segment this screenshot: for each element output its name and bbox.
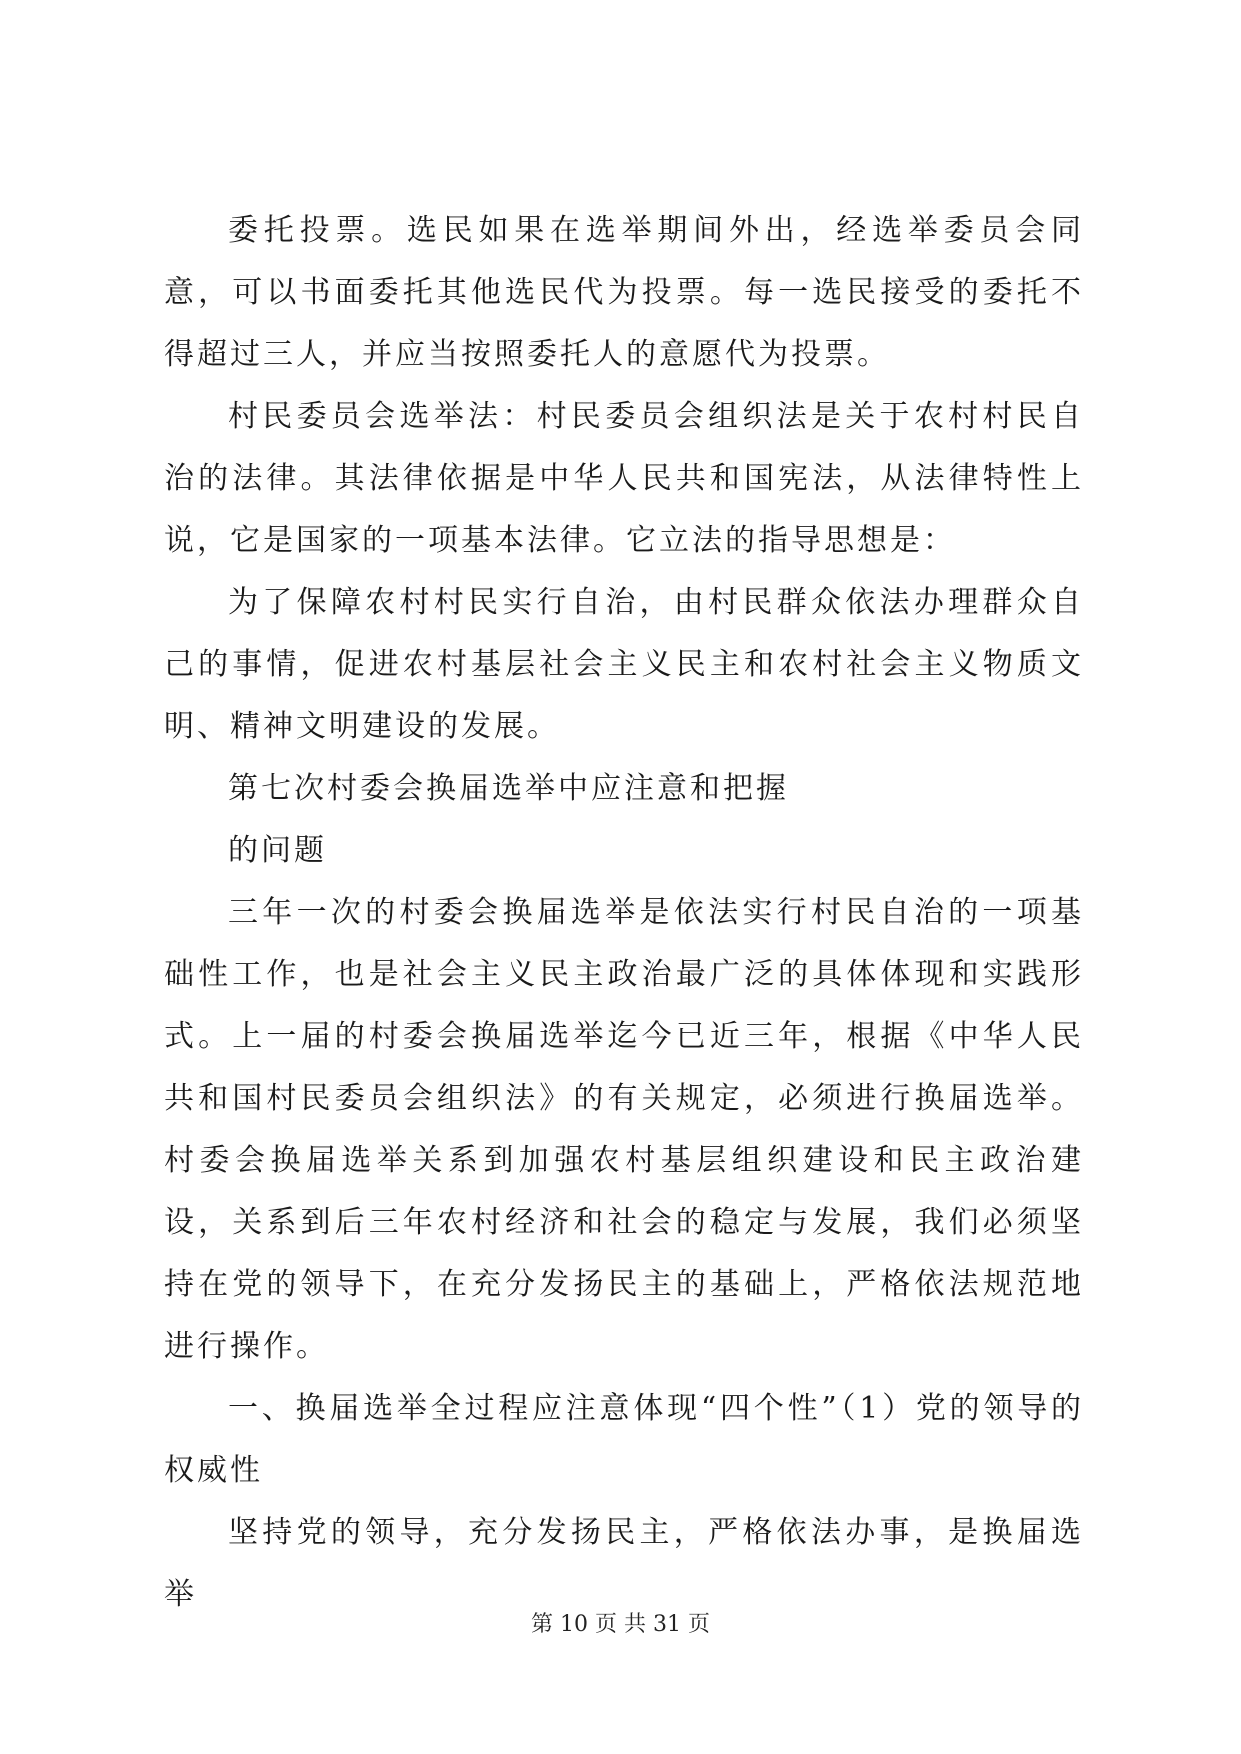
page-number-footer: 第 10 页 共 31 页 (531, 1612, 710, 1637)
section-heading-line-1: 第七次村委会换届选举中应注意和把握 (228, 771, 789, 806)
section-heading-line-2: 的问题 (228, 833, 327, 868)
subheading-four-characteristics: 一、换届选举全过程应注意体现“四个性”（1）党的领导的权威性 (164, 1391, 1084, 1488)
paragraph-election-law: 村民委员会选举法：村民委员会组织法是关于农村村民自治的法律。其法律依据是中华人民共和国宪法，从法律特性上说，它是国家的一项基本法律。它立法的指导思想是： (164, 399, 1084, 558)
document-body (164, 200, 1084, 1626)
paragraph-legislative-purpose: 为了保障农村村民实行自治，由村民群众依法办理群众自己的事情，促进农村基层社会主义民主和农村社会主义物质文明、精神文明建设的发展。 (164, 585, 1084, 744)
paragraph-party-leadership: 坚持党的领导，充分发扬民主，严格依法办事，是换届选举 (164, 1515, 1084, 1612)
paragraph-proxy-voting: 委托投票。选民如果在选举期间外出，经选举委员会同意，可以书面委托其他选民代为投票。每一选民接受的委托不得超过三人，并应当按照委托人的意愿代为投票。 (164, 213, 1084, 372)
paragraph-election-overview: 三年一次的村委会换届选举是依法实行村民自治的一项基础性工作，也是社会主义民主政治最广泛的具体体现和实践形式。上一届的村委会换届选举迄今已近三年，根据《中华人民共和国村民委员会组织法》的有关规定，必须进行换届选举。村委会换届选举关系到加强农村基层组织建设和民主政治建设，关系到后三年农村经济和社会的稳定与发展，我们必须坚持在党的领导下，在充分发扬民主的基础上，严格依法规范地进行操作。 (164, 895, 1084, 1364)
